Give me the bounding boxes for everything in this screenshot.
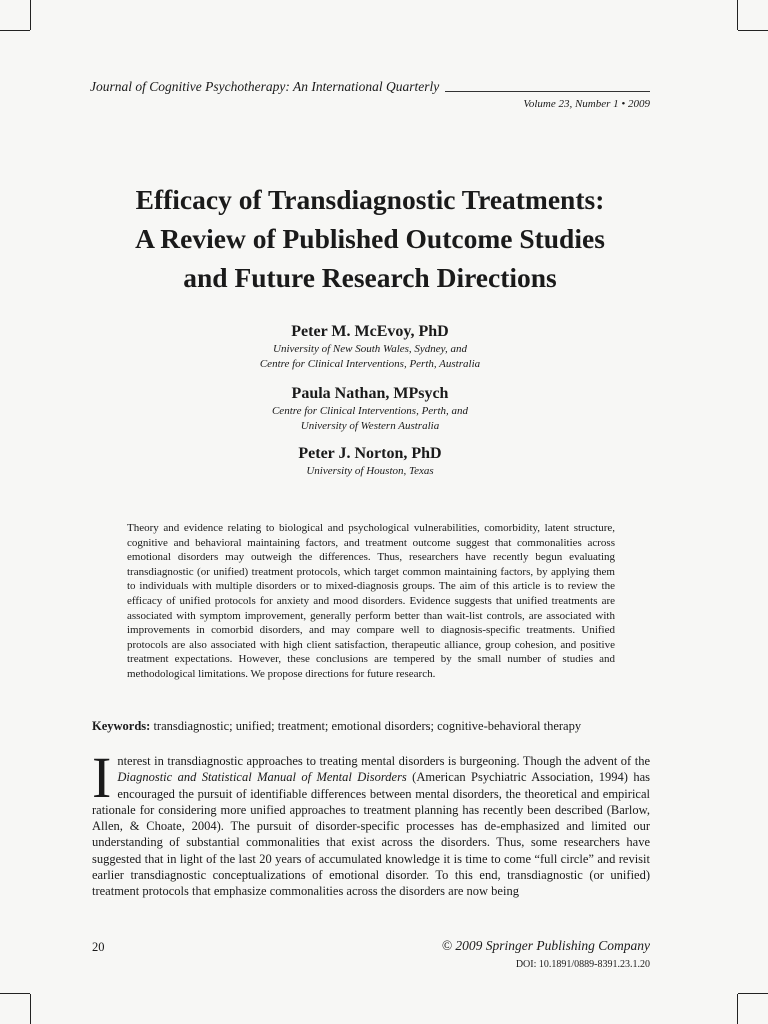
article-title bbox=[60, 180, 680, 297]
journal-header bbox=[90, 79, 650, 95]
title-line: and Future Research Directions bbox=[183, 262, 557, 293]
crop-mark bbox=[0, 30, 30, 31]
abstract: Theory and evidence relating to biological and psychological vulnerabilities, comorbidity, latent structure, cognitive and behavioral maintaining factors, and treatment outcome suggest that commonalities across emotional disorders may outweigh the differences. Thus, researchers have recently begun evaluating transdiagnostic (or unified) treatment protocols, which target common maintaining factors, by applying them to individuals with multiple disorders or to mixed-diagnosis groups. The aim of this article is to review the efficacy of unified protocols for anxiety and mood disorders. Evidence suggests that unified treatments are associated with symptom improvement, generally perform better than wait-list controls, are associated with improvements in comorbid disorders, and may compare well to diagnosis-specific treatments. Unified protocols are also associated with high client satisfaction, therapeutic alliance, group cohesion, and positive treatment expectations. However, these conclusions are tempered by the small number of studies and methodological limitations. We propose directions for future research. bbox=[127, 522, 615, 680]
body-text-part: nterest in transdiagnostic approaches to treating mental disorders is burgeoning. Though the advent of the bbox=[117, 754, 650, 768]
body-text-part: (American Psychiatric Association, 1994) has encouraged the pursuit of identifiable differences between mental disorders, the theoretical and empirical rationale for considering more unified approaches to treatment planning has recently been described (Barlow, Allen, & Choate, 2004). The pursuit of disorder-specific processes has de-emphasized and limited our understanding of substantial commonalities that exist across the disorders. Thus, some researchers have suggested that in light of the last 20 years of accumulated knowledge it is time to come “full circle” and revisit earlier transdiagnostic conceptualizations of emotional disorder. To this end, transdiagnostic (or unified) treatment protocols that emphasize commonalities across the disorders are now being bbox=[92, 770, 650, 899]
author-name: Peter J. Norton, PhD bbox=[298, 445, 442, 462]
author-affiliation: University of Western Australia bbox=[300, 420, 440, 432]
crop-mark bbox=[738, 993, 768, 994]
crop-mark bbox=[738, 30, 768, 31]
keywords-text: transdiagnostic; unified; treatment; emotional disorders; cognitive-behavioral therapy bbox=[153, 719, 582, 733]
author-affiliation: Centre for Clinical Interventions, Perth, and bbox=[271, 405, 469, 417]
journal-name: Journal of Cognitive Psychotherapy: An International Quarterly bbox=[90, 79, 440, 94]
author-1 bbox=[184, 322, 556, 372]
copyright: © 2009 Springer Publishing Company bbox=[441, 938, 650, 953]
crop-mark bbox=[30, 0, 31, 30]
drop-cap: I bbox=[92, 745, 112, 810]
crop-mark bbox=[737, 0, 738, 30]
header-rule bbox=[445, 91, 650, 92]
author-affiliation: University of New South Wales, Sydney, and bbox=[273, 343, 467, 355]
title-line: Efficacy of Transdiagnostic Treatments: bbox=[135, 184, 605, 215]
volume-info: Volume 23, Number 1 • 2009 bbox=[523, 98, 650, 110]
author-affiliation: Centre for Clinical Interventions, Perth, Australia bbox=[259, 358, 481, 370]
body-text-italic: Diagnostic and Statistical Manual of Mental Disorders bbox=[117, 770, 407, 785]
author-2 bbox=[184, 384, 556, 434]
crop-mark bbox=[30, 994, 31, 1024]
body-paragraph bbox=[92, 745, 650, 900]
crop-mark bbox=[0, 993, 30, 994]
crop-mark bbox=[737, 994, 738, 1024]
doi: DOI: 10.1891/0889-8391.23.1.20 bbox=[515, 959, 650, 970]
author-affiliation: University of Houston, Texas bbox=[306, 465, 434, 477]
page-number: 20 bbox=[92, 940, 105, 954]
author-3 bbox=[184, 444, 556, 479]
author-name: Peter M. McEvoy, PhD bbox=[291, 323, 449, 340]
author-name: Paula Nathan, MPsych bbox=[291, 385, 449, 402]
keywords-label: Keywords: bbox=[92, 719, 151, 733]
keywords bbox=[92, 719, 662, 734]
title-line: A Review of Published Outcome Studies bbox=[135, 223, 605, 254]
